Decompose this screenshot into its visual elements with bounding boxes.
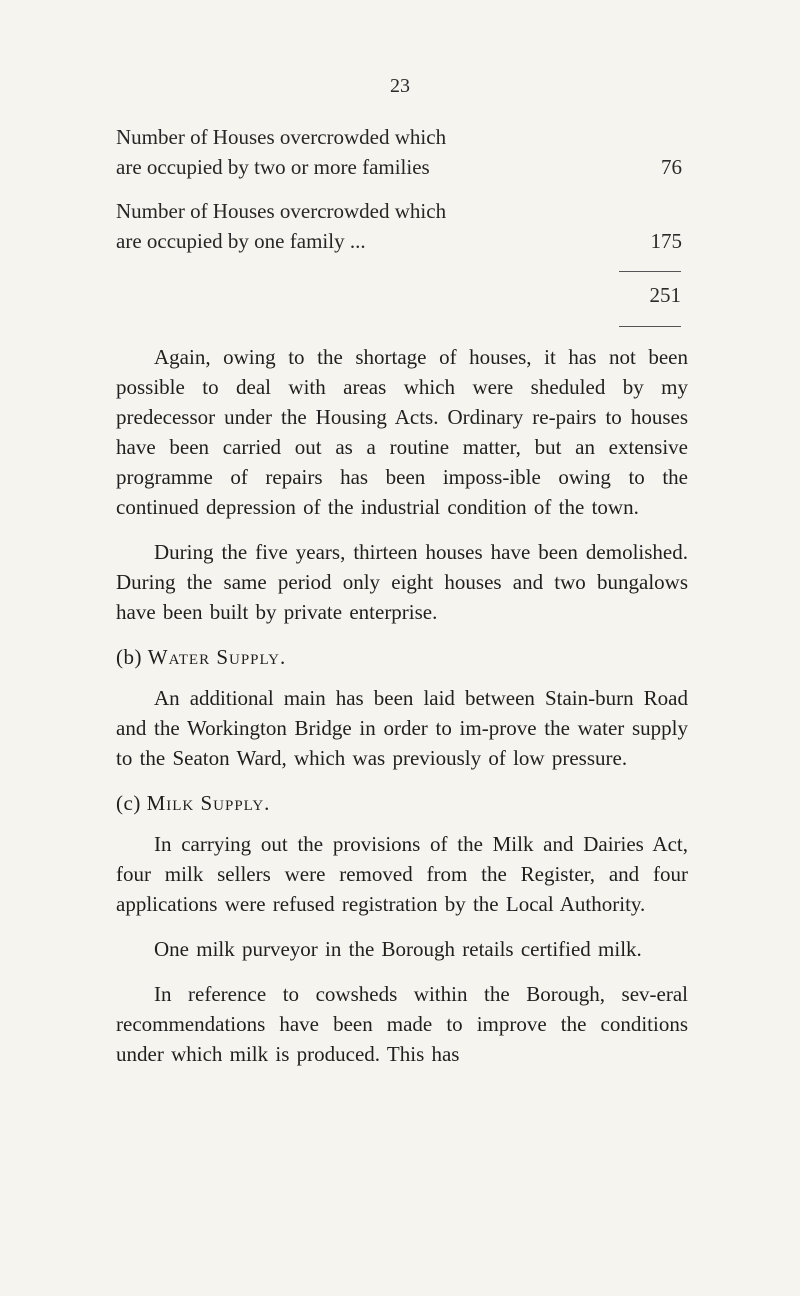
table-row (116, 122, 688, 182)
section-heading-water-supply (116, 642, 688, 672)
section-title: Water Supply. (147, 645, 287, 669)
paragraph-milk-register: In carrying out the provisions of the Milk and Dairies Act, four milk sellers were removed from the Register, and four applications were refused registration by the Local Authority. (116, 832, 688, 916)
paragraph-cowsheds: In reference to cowsheds within the Borough, sev-eral recommendations have been made to improve the conditions under which milk is produced. This has (116, 982, 688, 1066)
row-label-line-1: Number of Houses overcrowded which (116, 125, 447, 149)
row-value: 76 (661, 155, 682, 179)
total-value: 251 (649, 283, 681, 307)
paragraph-housing-repairs: Again, owing to the shortage of houses, it has not been possible to deal with areas which were sheduled by my predecessor under the Housing Acts. Ordinary re-pairs to houses have been carried out as a routine matter, but an extensive programme of repairs has been imposs-ible owing to the continued depression of the industrial condition of the town. (116, 345, 688, 519)
section-title: Milk Supply. (146, 791, 271, 815)
row-label-line-2: are occupied by one family ... (116, 229, 366, 253)
row-value: 175 (650, 229, 682, 253)
page-number: 23 (390, 75, 410, 97)
table-row (116, 196, 688, 256)
row-label-line-1: Number of Houses overcrowded which (116, 199, 447, 223)
section-heading-milk-supply (116, 788, 688, 818)
section-prefix: (b) (116, 645, 142, 669)
row-label-line-2: are occupied by two or more families (116, 155, 430, 179)
paragraph-water-supply: An additional main has been laid between Stain-burn Road and the Workington Bridge in order to im-prove the water supply to the Seaton Ward, which was previously of low pressure. (116, 686, 688, 770)
total-bottom-rule (619, 326, 681, 327)
total-top-rule (619, 271, 681, 272)
paragraph-certified-milk: One milk purveyor in the Borough retails certified milk. (154, 937, 642, 961)
section-prefix: (c) (116, 791, 141, 815)
paragraph-demolitions: During the five years, thirteen houses have been demolished. During the same period only eight houses and two bungalows have been built by private enterprise. (116, 540, 688, 624)
body-text (116, 342, 688, 1084)
overcrowding-table (116, 122, 688, 270)
